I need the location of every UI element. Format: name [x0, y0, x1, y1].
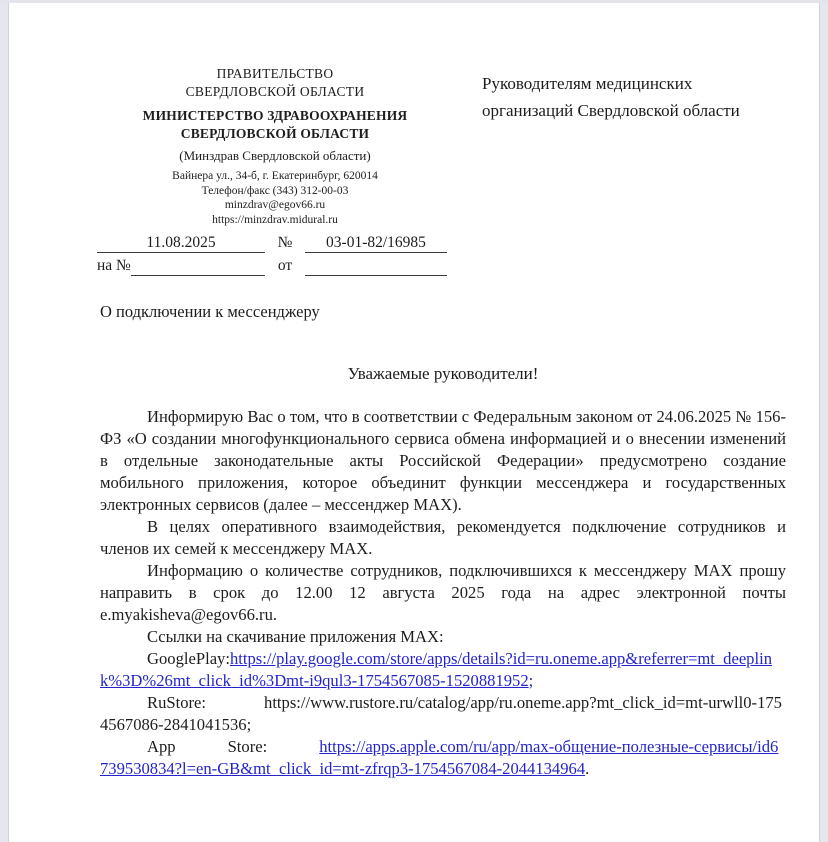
- page-top-edge: [0, 0, 828, 3]
- sender-email: minzdrav@egov66.ru: [224, 199, 326, 211]
- paragraph-federal-law: Информирую Вас о том, что в соответствии с Федеральным законом от 24.06.2025 № 156-ФЗ «О создании многофункционального сервиса обмена информацией и о внесении изменений в отдельные законодательные акты Российской Федерации» предусмотрено создание мобильного приложения, которое объединит функции мессенджера и государственных электронных сервисов (далее – мессенджер МАХ).: [100, 407, 786, 514]
- rustore-label: RuStore:: [147, 693, 207, 712]
- page-left-margin: [0, 0, 9, 842]
- requisites-block: [97, 230, 449, 276]
- googleplay-link[interactable]: https://play.google.com/store/apps/details?id=ru.oneme.app&referrer=mt_deeplink%3D%26mt_click_id%3Dmt-i9qul3-1754567085-1520881952: [100, 649, 772, 690]
- requisites-row-reference: [97, 253, 449, 276]
- appstore-suffix: .: [585, 759, 590, 778]
- subject-line: О подключении к мессенджеру: [100, 302, 320, 321]
- paragraph-report-request: Информацию о количестве сотрудников, подключившихся к мессенджеру МАХ прошу направить в срок до 12.00 12 августа 2025 года на адрес электронной почты e.myakisheva@egov66.ru.: [100, 561, 786, 624]
- outgoing-number-field: 03-01-82/16985: [305, 234, 447, 253]
- sender-phone: Телефон/факс (343) 312-00-03: [201, 184, 349, 197]
- reference-date-blank: [305, 257, 447, 276]
- government-line2: СВЕРДЛОВСКОЙ ОБЛАСТИ: [185, 84, 365, 99]
- page-right-margin: [819, 0, 828, 842]
- addressee-block: Руководителям медицинских организаций Свердловской области: [482, 74, 740, 120]
- appstore-link[interactable]: https://apps.apple.com/ru/app/max-общение-полезные-сервисы/id6739530834?l=en-GB&mt_click_id=mt-zfrqp3-1754567084-2044134964: [100, 737, 779, 778]
- googleplay-label: GooglePlay:: [147, 649, 230, 668]
- date-field: 11.08.2025: [97, 234, 265, 253]
- salutation: Уважаемые руководители!: [347, 364, 539, 383]
- requisites-row-date: [97, 230, 449, 253]
- sender-letterhead: [95, 65, 455, 227]
- government-line1: ПРАВИТЕЛЬСТВО: [216, 66, 334, 81]
- ministry-line1: МИНИСТЕРСТВО ЗДРАВООХРАНЕНИЯ: [142, 108, 408, 123]
- sender-website: https://minzdrav.midural.ru: [212, 213, 338, 226]
- reference-from-label: от: [277, 257, 293, 274]
- rustore-url-text: https://www.rustore.ru/catalog/app/ru.oneme.app?mt_click_id=mt-urwll0-1754567086-2841041536: [100, 693, 782, 734]
- link-line-appstore: [100, 736, 786, 780]
- letter-body: [100, 406, 786, 780]
- sender-address: Вайнера ул., 34-б, г. Екатеринбург, 620014: [172, 170, 378, 182]
- link-line-rustore: [100, 692, 786, 736]
- link-line-googleplay: [100, 648, 786, 692]
- rustore-suffix: ;: [246, 715, 252, 734]
- appstore-label-word2: Store:: [227, 737, 268, 756]
- googleplay-suffix: ;: [528, 671, 534, 690]
- appstore-label-word1: App: [147, 737, 176, 756]
- paragraph-recommendation: В целях оперативного взаимодействия, рекомендуется подключение сотрудников и членов их семей к мессенджеру МАХ.: [100, 517, 786, 558]
- paragraph-links-intro: Ссылки на скачивание приложения МАХ:: [147, 627, 444, 646]
- reference-number-label: на №: [97, 257, 131, 274]
- reference-number-blank: [131, 275, 265, 276]
- number-sign-label: №: [277, 234, 293, 251]
- ministry-line2: СВЕРДЛОВСКОЙ ОБЛАСТИ: [180, 126, 370, 141]
- ministry-short-name: (Минздрав Свердловской области): [179, 148, 371, 163]
